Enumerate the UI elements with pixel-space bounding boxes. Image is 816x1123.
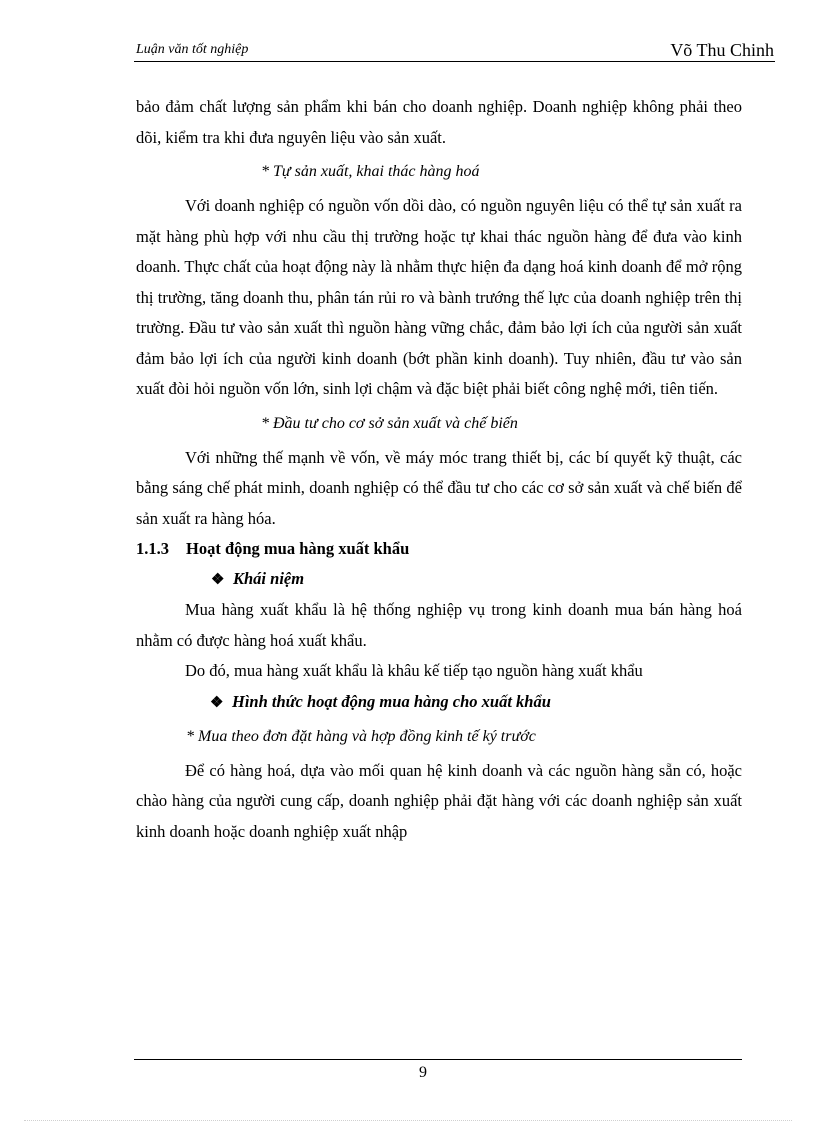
diamond-bullet-icon: ❖	[211, 572, 225, 588]
section-title: Hoạt động mua hàng xuất khẩu	[186, 539, 410, 558]
paragraph: Để có hàng hoá, dựa vào mối quan hệ kinh doanh và các nguồn hàng sẵn có, hoặc chào hàng của người cung cấp, doanh nghiệp phải đặt hàng với các doanh nghiệp sản xuất kinh doanh hoặc doanh nghiệp xuất nhập	[136, 760, 742, 841]
header-author: Võ Thu Chinh	[670, 40, 774, 60]
subheading: * Mua theo đơn đặt hàng và hợp đồng kinh tế ký trước	[186, 727, 536, 745]
section-number: 1.1.3	[136, 539, 169, 558]
diamond-bullet-icon: ❖	[210, 694, 224, 711]
page-number: 9	[419, 1064, 427, 1081]
header-rule	[134, 61, 775, 62]
paragraph: bảo đảm chất lượng sản phẩm khi bán cho doanh nghiệp. Doanh nghiệp không phải theo dõi, kiểm tra khi đưa nguyên liệu vào sản xuất.	[136, 97, 742, 147]
bullet-heading	[136, 564, 742, 595]
page-edge-divider	[24, 1120, 792, 1121]
bullet-heading-text: Khái niệm	[233, 569, 305, 588]
header-left-title: Luận văn tốt nghiệp	[136, 42, 249, 57]
section-heading	[136, 534, 742, 564]
paragraph: Với doanh nghiệp có nguồn vốn dồi dào, có nguồn nguyên liệu có thể tự sản xuất ra mặt hàng phù hợp với nhu cầu thị trường hoặc tự khai thác nguồn hàng để đưa vào kinh doanh. Thực chất của hoạt động này là nhằm thực hiện đa dạng hoá kinh doanh để mở rộng thị trường, tăng doanh thu, phân tán rủi ro và bành trướng thế lực của doanh nghiệp trên thị trường. Đầu tư vào sản xuất thì nguồn hàng vững chắc, đảm bảo lợi ích của người sản xuất đảm bảo lợi ích của người kinh doanh (bớt phần kinh doanh). Tuy nhiên, đầu tư vào sản xuất đòi hỏi nguồn vốn lớn, sinh lợi chậm và đặc biệt phải biết công nghệ mới, tiên tiến.	[136, 196, 742, 398]
document-body	[136, 92, 742, 847]
paragraph: Do đó, mua hàng xuất khẩu là khâu kế tiếp tạo nguồn hàng xuất khẩu	[185, 661, 643, 680]
subheading: * Đầu tư cho cơ sở sản xuất và chế biến	[261, 414, 518, 432]
paragraph: Mua hàng xuất khẩu là hệ thống nghiệp vụ trong kinh doanh mua bán hàng hoá nhằm có được hàng hoá xuất khẩu.	[136, 600, 742, 650]
bullet-heading	[136, 687, 742, 718]
footer-rule	[134, 1059, 742, 1060]
paragraph: Với những thế mạnh về vốn, về máy móc trang thiết bị, các bí quyết kỹ thuật, các bằng sáng chế phát minh, doanh nghiệp có thể đầu tư cho các cơ sở sản xuất và chế biến để sản xuất ra hàng hóa.	[136, 447, 742, 528]
subheading: * Tự sản xuất, khai thác hàng hoá	[261, 163, 480, 180]
bullet-heading-text: Hình thức hoạt động mua hàng cho xuất khẩu	[232, 691, 551, 711]
